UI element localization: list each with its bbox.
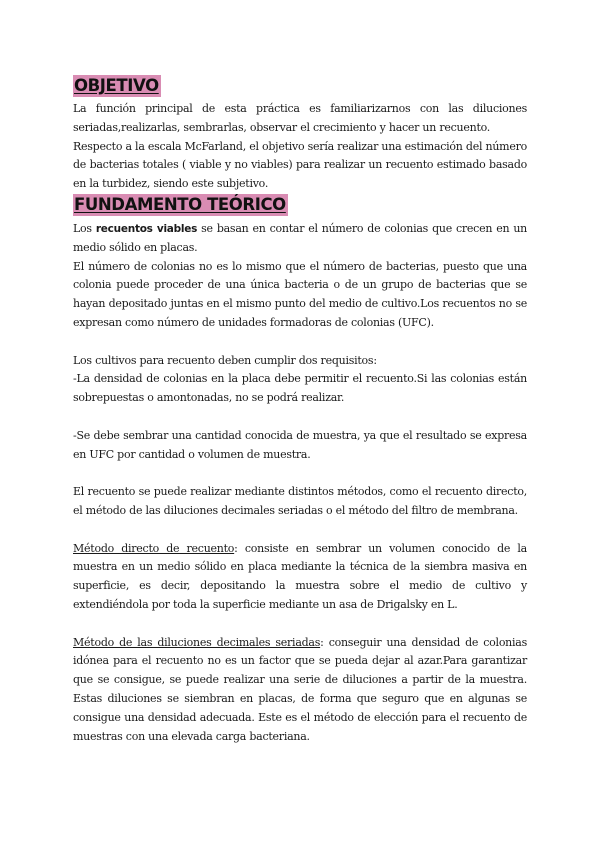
spacer <box>73 408 527 427</box>
fundamento-paragraph-4: -La densidad de colonias en la placa debe permitir el recuento.Si las colonias están sobrepuestas o amontonadas, no se podrá realizar. <box>73 372 527 405</box>
spacer <box>73 615 527 634</box>
document-body <box>73 75 527 746</box>
fundamento-paragraph-8 <box>73 634 527 747</box>
fundamento-paragraph-3: Los cultivos para recuento deben cumplir dos requisitos: <box>73 353 377 367</box>
fundamento-paragraph-1 <box>73 220 527 258</box>
spacer <box>73 464 527 483</box>
heading-fundamento-teorico: FUNDAMENTO TEÓRICO <box>74 194 286 214</box>
objetivo-paragraph-1: La función principal de esta práctica es familiarizarnos con las diluciones seriadas,realizarlas, sembrarlas, observar el crecimiento y hacer un recuento. <box>73 102 527 134</box>
spacer <box>73 521 527 540</box>
heading-objetivo: OBJETIVO <box>74 76 159 95</box>
metodo-diluciones-text: : conseguir una densidad de colonias idónea para el recuento no es un factor que se pueda dejar al azar.Para garantizar que se consigue, se puede realizar una serie de diluciones a partir de la muestra. Estas diluciones se siembran en placas, de forma que seguro que en algunas se consigue una densidad adecuada. Este es el método de elección para el recuento de muestras con una elevada carga bacteriana. <box>73 635 527 743</box>
fundamento-paragraph-6: El recuento se puede realizar mediante distintos métodos, como el recuento directo, el método de las diluciones decimales seriadas o el método del filtro de membrana. <box>73 485 527 517</box>
fundamento-paragraph-2: El número de colonias no es lo mismo que el número de bacterias, puesto que una colonia puede proceder de una única bacteria o de un grupo de bacterias que se hayan depositado juntas en el mismo punto del medio de cultivo.Los recuentos no se expresan como número de unidades formadoras de colonias (UFC). <box>73 259 527 329</box>
spacer <box>73 333 527 352</box>
metodo-directo-label: Método directo de recuento <box>73 541 235 555</box>
p1-post: se basan en contar el número de colonias que crecen en un medio sólido en placas. <box>73 221 527 254</box>
keyword-recuentos-viables: recuentos viables <box>95 222 198 235</box>
fundamento-paragraph-5: -Se debe sembrar una cantidad conocida de muestra, ya que el resultado se expresa en UFC por cantidad o volumen de muestra. <box>73 428 527 461</box>
p1-pre: Los <box>73 221 96 235</box>
metodo-diluciones-label: Método de las diluciones decimales seriadas <box>73 635 321 649</box>
metodo-directo-text: : consiste en sembrar un volumen conocido de la muestra en un medio sólido en placa mediante la técnica de la siembra masiva en superficie, es decir, depositando la muestra sobre el medio de cultivo y extendiéndola por toda la superficie mediante un asa de Drigalsky en L. <box>73 541 527 611</box>
objetivo-paragraph-2: Respecto a la escala McFarland, el objetivo sería realizar una estimación del número de bacterias totales ( viable y no viables) para realizar un recuento estimado basado en la turbidez, siendo este subjetivo. <box>73 139 527 191</box>
fundamento-paragraph-7 <box>73 540 527 615</box>
